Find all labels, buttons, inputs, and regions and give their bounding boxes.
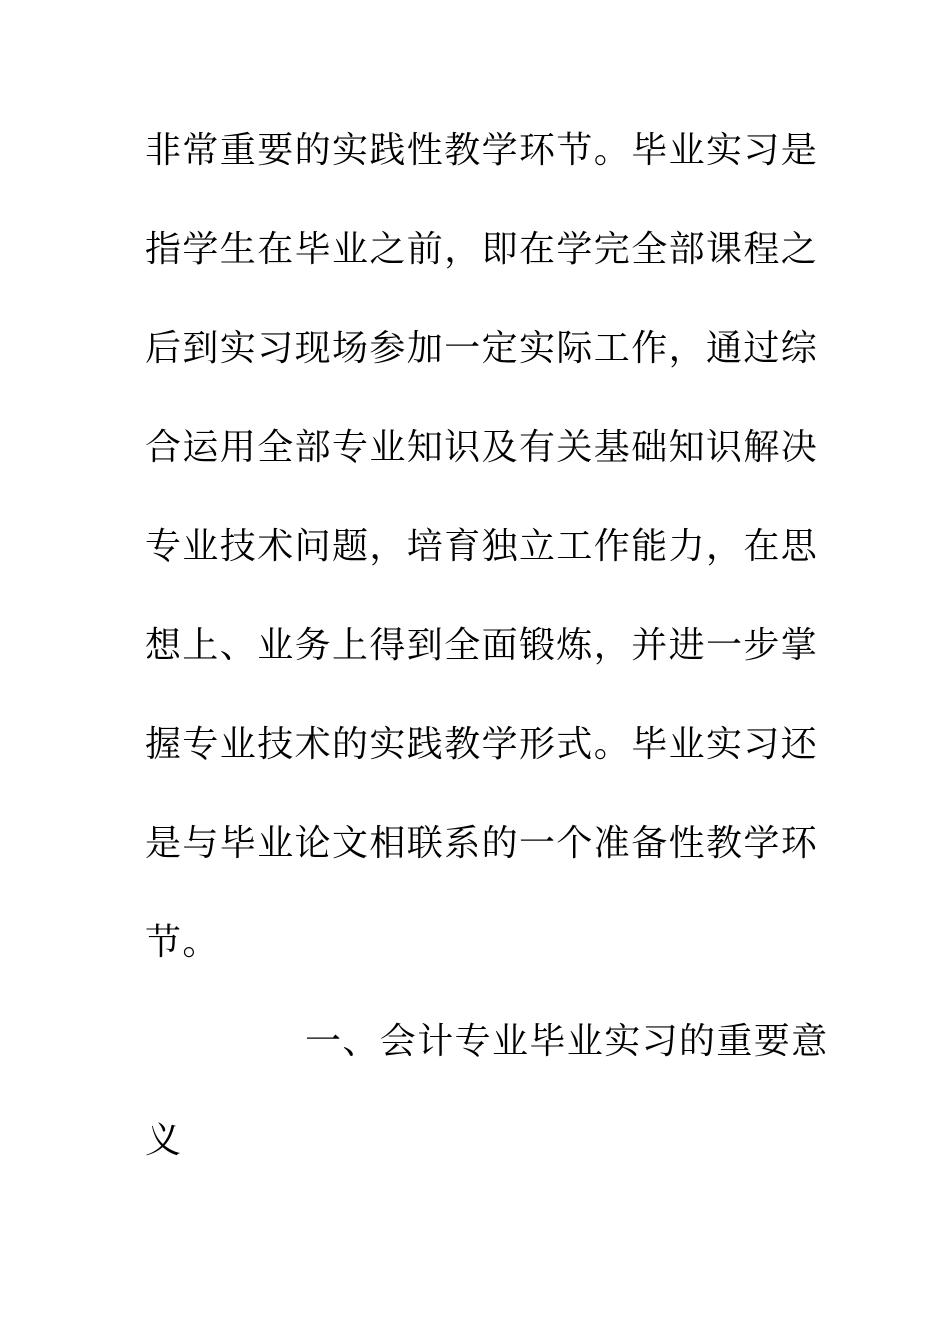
paragraph-line-6: 想上、业务上得到全面锻炼，并进一步掌 [145, 625, 819, 666]
paragraph-line-4: 合运用全部专业知识及有关基础知识解决 [145, 427, 819, 468]
paragraph-line-5: 专业技术问题，培育独立工作能力，在思 [145, 526, 819, 567]
paragraph-line-8: 是与毕业论文相联系的一个准备性教学环 [145, 823, 819, 864]
text-block [145, 126, 829, 1215]
section-heading-line-1: 一、会计专业毕业实习的重要意 [305, 1021, 829, 1062]
paragraph-line-9: 节。 [145, 922, 220, 963]
paragraph-line-1: 非常重要的实践性教学环节。毕业实习是 [145, 130, 819, 171]
section-heading-line-2: 义 [145, 1120, 183, 1161]
paragraph-line-7: 握专业技术的实践教学形式。毕业实习还 [145, 724, 819, 765]
paragraph-line-3: 后到实习现场参加一定实际工作，通过综 [145, 328, 819, 369]
paragraph-line-2: 指学生在毕业之前，即在学完全部课程之 [145, 229, 819, 270]
